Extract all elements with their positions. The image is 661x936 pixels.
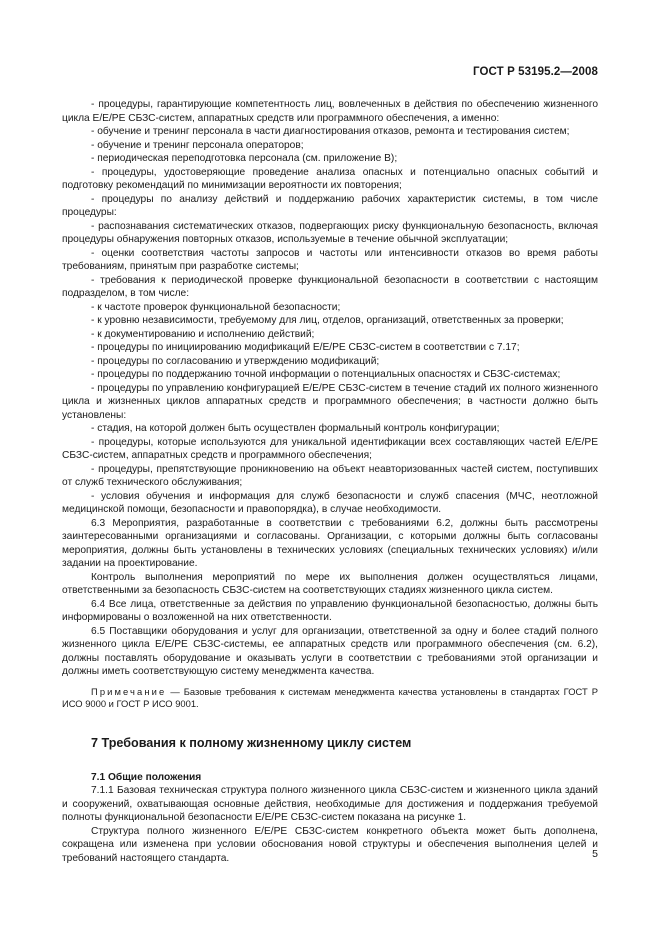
paragraph: 6.3 Мероприятия, разработанные в соответствии с требованиями 6.2, должны быть рассмотрены заинтересованными организациями и согласованы. Организации, с которыми должны быть согласованы мероприятия, должны быть установлены в технических условиях (специальных технических условиях) и/или задании на проектирование.: [62, 517, 598, 569]
paragraph: 7.1.1 Базовая техническая структура полного жизненного цикла СБЗС-систем и жизненного цикла зданий и сооружений, охватывающая основные действия, необходимые для достижения и поддержания требуемой полноты функциональной безопасности Е/Е/РЕ СБЗС-систем показана на рисунке 1.: [62, 785, 598, 824]
paragraph: - процедуры по поддержанию точной информации о потенциальных опасностях и СБЗС-системах;: [91, 369, 561, 380]
paragraph: - процедуры, которые используются для уникальной идентификации всех составляющих частей Е/Е/РЕ СБЗС-систем, аппаратных средств и программного обеспечения;: [62, 436, 598, 461]
page-number: 5: [592, 848, 598, 860]
paragraph: Структура полного жизненного Е/Е/РЕ СБЗС-систем конкретного объекта может быть дополнена, сокращена или изменена при условии обоснования новой структуры и обеспечения выполнения целей и требований настоящего стандарта.: [62, 825, 598, 864]
page-body: [62, 98, 598, 865]
paragraph: - оценки соответствия частоты запросов и частоты или интенсивности отказов во время работы требованиям, принятым при разработке системы;: [62, 247, 598, 272]
paragraph: - к уровню независимости, требуемому для лиц, отделов, организаций, ответственных за проверки;: [91, 315, 564, 326]
paragraph: - процедуры по инициированию модификаций Е/Е/РЕ СБЗС-систем в соответствии с 7.17;: [91, 342, 520, 353]
paragraph: - обучение и тренинг персонала операторов;: [91, 139, 304, 151]
paragraph: - условия обучения и информация для служб безопасности и служб спасения (МЧС, неотложной медицинской помощи, безопасности и правопорядка), в случае необходимости.: [62, 490, 598, 515]
paragraph: - процедуры по согласованию и утверждению модификаций;: [91, 355, 380, 367]
section-paragraph-list: [62, 784, 598, 865]
paragraph: - к документированию и исполнению действий;: [91, 328, 315, 340]
paragraph: Контроль выполнения мероприятий по мере их выполнения должен осуществляться лицами, ответственными за безопасность СБЗС-систем на соответствующих стадиях жизненного цикла систем.: [62, 571, 598, 596]
paragraph: - процедуры, препятствующие проникновению на объект неавторизованных частей систем, поступивших от служб технического обслуживания;: [62, 463, 598, 488]
paragraph-list: [62, 98, 598, 679]
paragraph: - процедуры, гарантирующие компетентность лиц, вовлеченных в действия по обеспечению жизненного цикла Е/Е/РЕ СБЗС-систем, аппаратных средств или программного обеспечения, а именно:: [62, 99, 598, 124]
paragraph: 6.5 Поставщики оборудования и услуг для организации, ответственной за одну и более стадий полного жизненного цикла Е/Е/РЕ СБЗС-системы, ее аппаратных средств или программного обеспечения (см. 6.2), должны поставлять оборудование и оказывать услуги в соответствии с требованиями этой организации и должны иметь соответствующую систему менеджмента качества.: [62, 625, 598, 677]
paragraph: - периодическая переподготовка персонала (см. приложение В);: [91, 153, 398, 164]
paragraph: - процедуры по анализу действий и поддержанию рабочих характеристик системы, в том числе процедуры:: [62, 193, 598, 218]
note-label: Примечание: [91, 685, 167, 697]
paragraph: - обучение и тренинг персонала в части диагностирования отказов, ремонта и тестирования систем;: [91, 126, 570, 137]
note-text: — Базовые требования к системам менеджмента качества установлены в стандартах ГОСТ Р ИСО 9000 и ГОСТ Р ИСО 9001.: [62, 685, 598, 710]
document-header: ГОСТ Р 53195.2—2008: [473, 66, 598, 78]
paragraph: - процедуры, удостоверяющие проведение анализа опасных и потенциально опасных событий и подготовку рекомендаций по минимизации вероятности их повторения;: [62, 166, 598, 191]
paragraph: - стадия, на которой должен быть осуществлен формальный контроль конфигурации;: [91, 423, 500, 434]
paragraph: - требования к периодической проверке функциональной безопасности в соответствии с настоящим подразделом, в том числе:: [62, 274, 598, 299]
paragraph: 6.4 Все лица, ответственные за действия по управлению функциональной безопасностью, должны быть информированы о возложенной на них ответственности.: [62, 598, 598, 623]
paragraph: - к частоте проверок функциональной безопасности;: [91, 301, 341, 313]
paragraph: - распознавания систематических отказов, подвергающих риску функциональную безопасность, включая процедуры обнаружения повторных отказов, используемые в течение обычной эксплуатации;: [62, 220, 598, 245]
subsection-heading: 7.1 Общие положения: [91, 771, 202, 783]
paragraph: - процедуры по управлению конфигурацией Е/Е/РЕ СБЗС-систем в течение стадий их полного жизненного цикла и жизненных циклов аппаратных средств и программного обеспечения; в частности должно быть установлены:: [62, 382, 598, 421]
note-paragraph: [62, 686, 598, 711]
section-heading: 7 Требования к полному жизненному циклу систем: [91, 735, 412, 750]
